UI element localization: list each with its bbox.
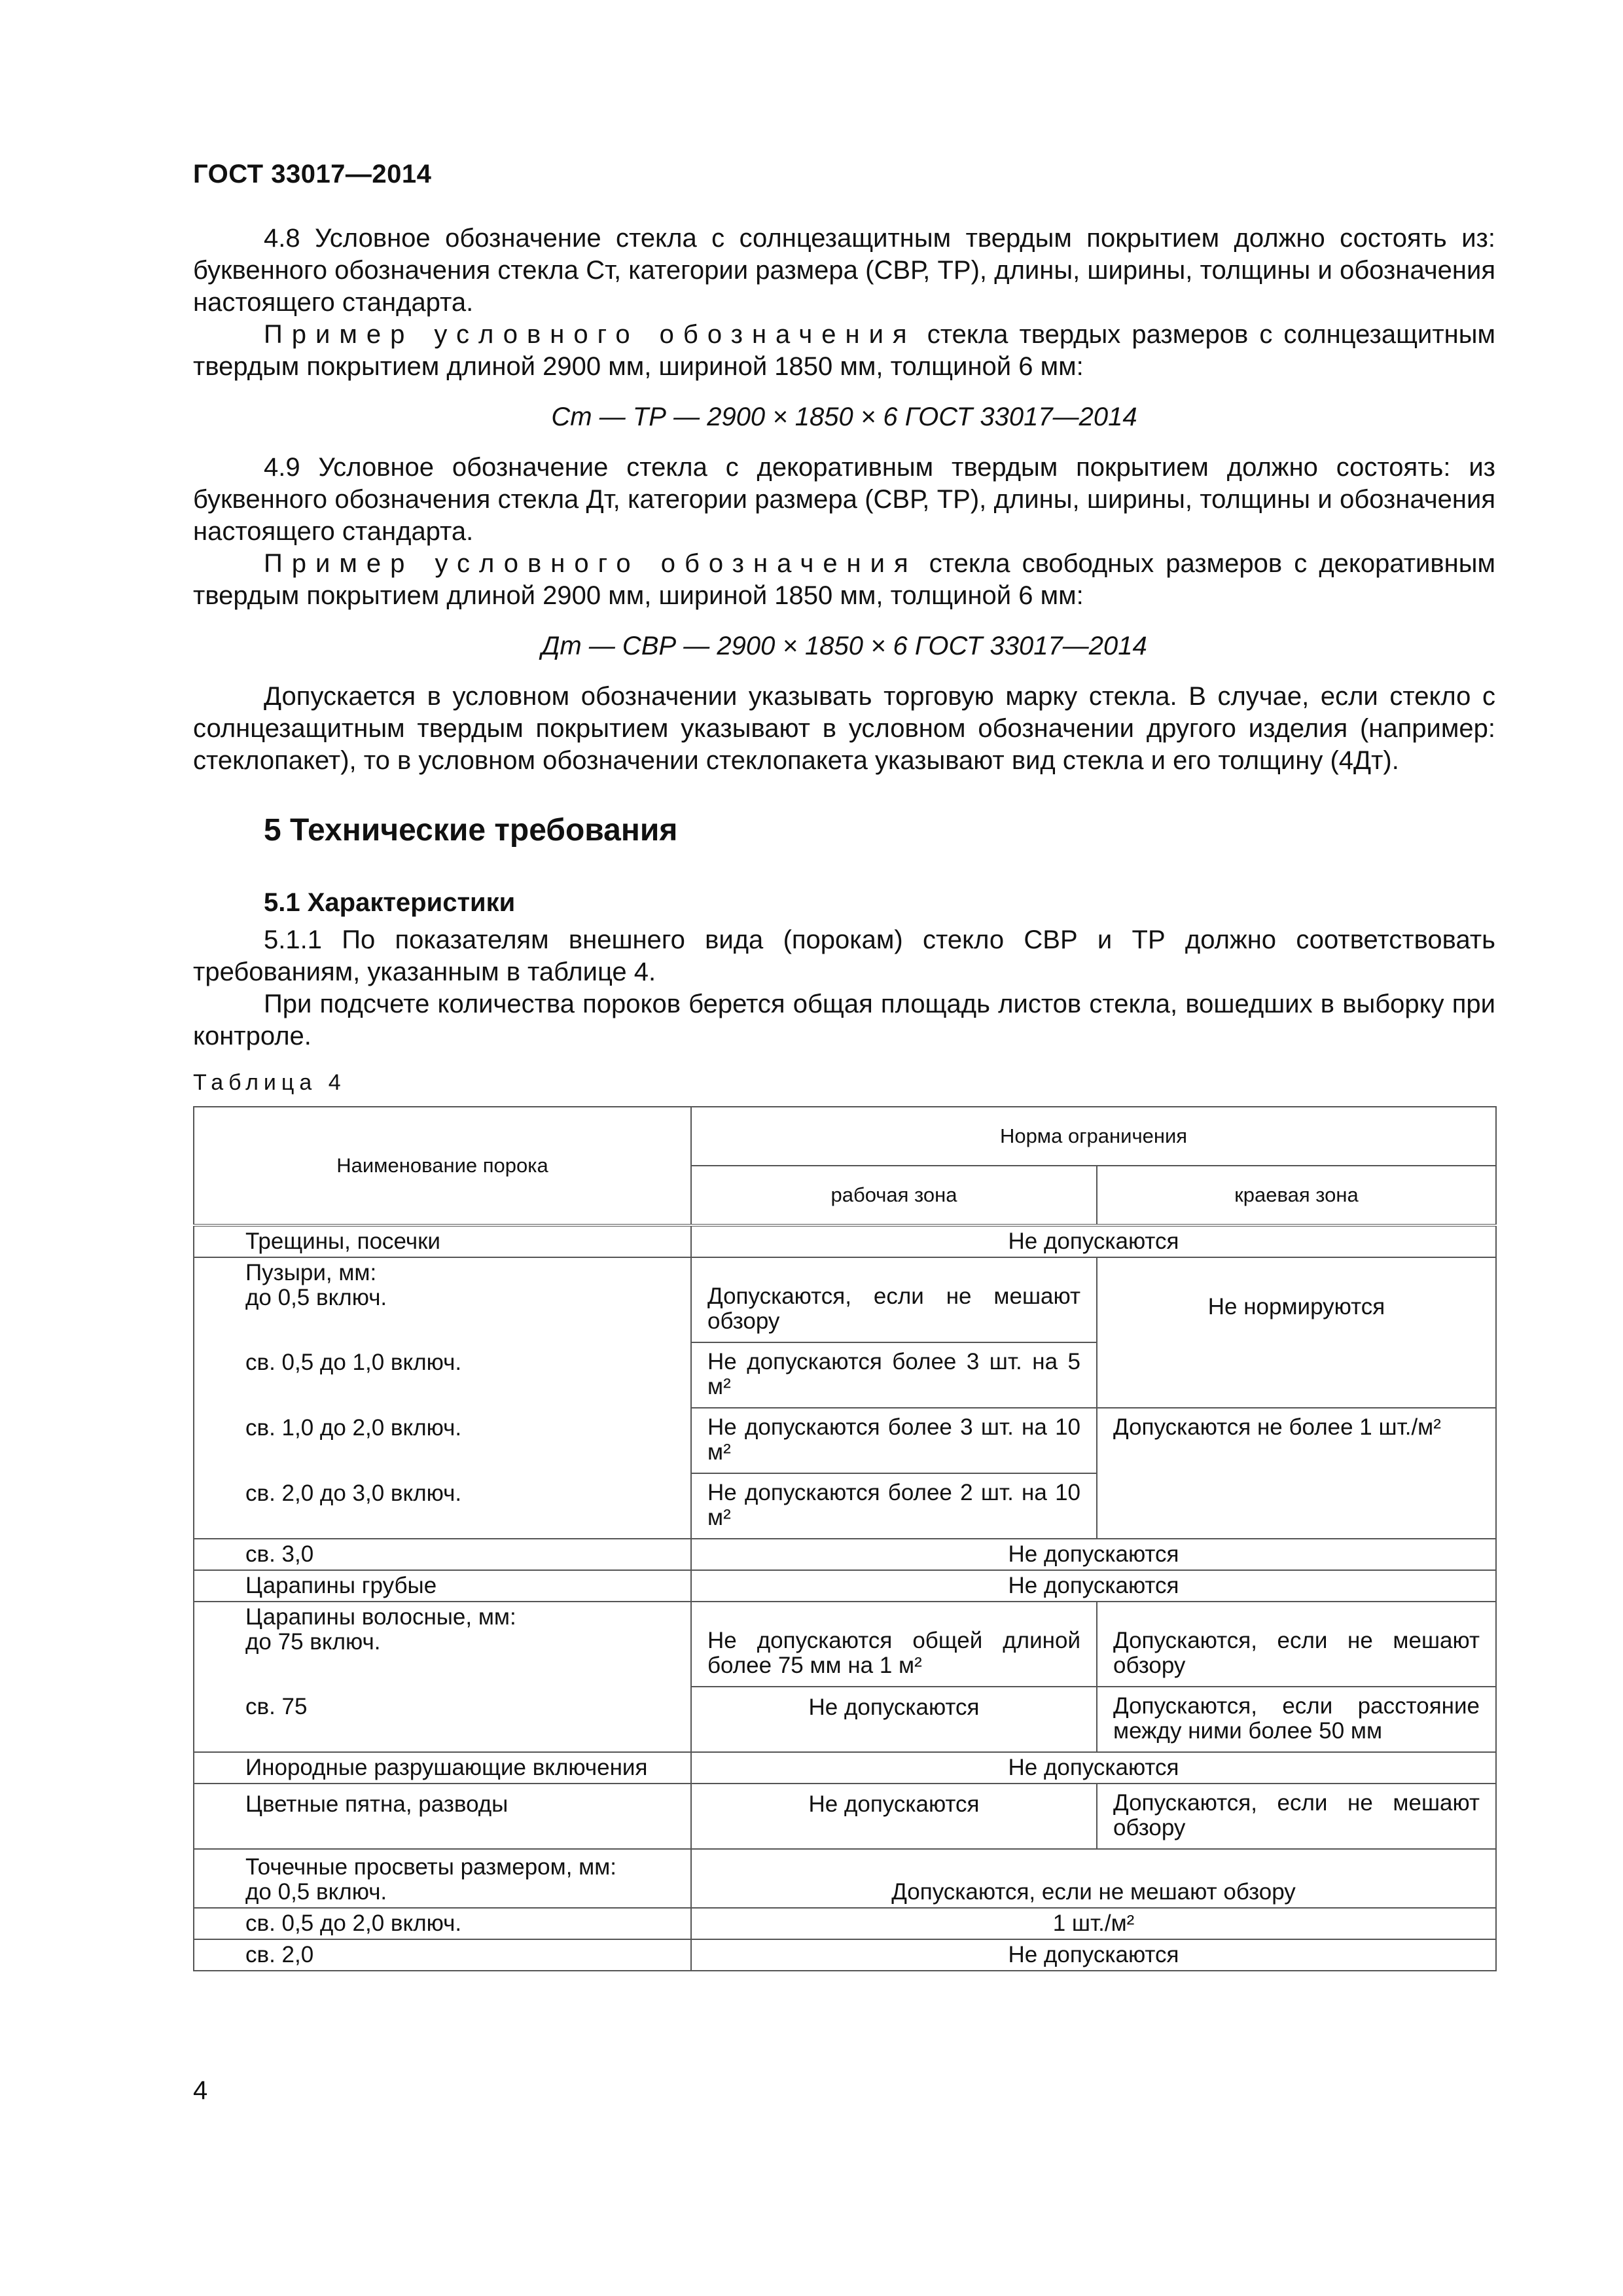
defect-subitem: до 0,5 включ.	[245, 1879, 387, 1905]
header-defect-name: Наименование порока	[194, 1107, 691, 1225]
header-edge-zone: краевая зона	[1097, 1166, 1496, 1225]
defect-cell: св. 0,5 до 1,0 включ.	[194, 1342, 691, 1408]
header-work-zone: рабочая зона	[691, 1166, 1097, 1225]
defect-cell	[194, 1849, 691, 1908]
table-row	[194, 1908, 1496, 1939]
formula-1: Cт — ТР — 2900 × 1850 × 6 ГОСТ 33017—2014	[551, 403, 1137, 431]
section-5-title: 5 Технические требования	[264, 813, 678, 848]
defect-cell: св. 1,0 до 2,0 включ.	[194, 1408, 691, 1473]
document-header: ГОСТ 33017—2014	[193, 160, 432, 188]
defect-group-title: Пузыри, мм:	[245, 1260, 377, 1285]
example-2-label: Пример условного обозначения	[264, 549, 918, 578]
defect-cell: св. 3,0	[194, 1539, 691, 1570]
paragraph-4-9: 4.9 Условное обозначение стекла с декоративным твердым покрытием должно состоять: из буквенного обозначения стекла Дт, категории размера (СВР, ТР), длины, ширины, толщины и обозначения настоящего стандарта.	[193, 453, 1495, 546]
section-5-1-title: 5.1 Характеристики	[264, 888, 516, 917]
edge-zone-cell: Допускаются не более 1 шт./м²	[1097, 1408, 1496, 1539]
paragraph-counting: При подсчете количества пороков берется общая площадь листов стекла, вошедших в выборку при контроле.	[193, 990, 1495, 1050]
work-zone-cell: Не допускаются	[691, 1784, 1097, 1849]
table-row	[194, 1539, 1496, 1570]
table-row	[194, 1752, 1496, 1784]
example-1-label: Пример условного обозначения	[264, 320, 916, 349]
page-number: 4	[193, 2076, 208, 2105]
work-zone-cell: Не допускаются	[691, 1687, 1097, 1752]
norm-cell: Не допускаются	[691, 1752, 1496, 1784]
defect-subitem: до 0,5 включ.	[245, 1285, 387, 1310]
table-caption: Таблица 4	[193, 1070, 346, 1095]
defects-table	[193, 1106, 1497, 1971]
example-2	[193, 548, 1495, 612]
norm-cell: Не допускаются	[691, 1939, 1496, 1971]
work-zone-cell: Не допускаются более 2 шт. на 10 м²	[691, 1473, 1097, 1539]
document-body	[193, 223, 1495, 1971]
defect-cell: Царапины грубые	[194, 1570, 691, 1602]
defect-cell: св. 75	[194, 1687, 691, 1752]
table-header-row	[194, 1107, 1496, 1166]
edge-zone-cell: Допускаются, если не мешают обзору	[1097, 1602, 1496, 1687]
defect-group-title: Царапины волосные, мм:	[245, 1604, 516, 1630]
norm-cell: Допускаются, если не мешают обзору	[691, 1849, 1496, 1908]
defect-cell	[194, 1602, 691, 1687]
norm-cell: Не допускаются	[691, 1539, 1496, 1570]
header-norm: Норма ограничения	[691, 1107, 1496, 1166]
work-zone-cell: Не допускаются общей длиной более 75 мм на 1 м²	[691, 1602, 1097, 1687]
formula-2: Дт — СВР — 2900 × 1850 × 6 ГОСТ 33017—2014	[541, 632, 1147, 660]
table-row	[194, 1784, 1496, 1849]
paragraph-5-1-1: 5.1.1 По показателям внешнего вида (порокам) стекло СВР и ТР должно соответствовать требованиям, указанным в таблице 4.	[193, 925, 1495, 986]
defect-cell: св. 2,0 до 3,0 включ.	[194, 1473, 691, 1539]
work-zone-cell: Не допускаются более 3 шт. на 10 м²	[691, 1408, 1097, 1473]
example-1	[193, 319, 1495, 383]
table-row	[194, 1849, 1496, 1908]
norm-cell: Не допускаются	[691, 1225, 1496, 1257]
defect-cell: св. 2,0	[194, 1939, 691, 1971]
work-zone-cell: Не допускаются более 3 шт. на 5 м²	[691, 1342, 1097, 1408]
table-row	[194, 1687, 1496, 1752]
defect-cell: Инородные разрушающие включения	[194, 1752, 691, 1784]
norm-cell: 1 шт./м²	[691, 1908, 1496, 1939]
example-1-text: стекла твердых размеров с солнцезащитным твердым покрытием длиной 2900 мм, шириной 1850 мм, толщиной 6 мм:	[193, 320, 1496, 381]
table-row	[194, 1257, 1496, 1342]
defect-cell	[194, 1257, 691, 1342]
table-row	[194, 1570, 1496, 1602]
paragraph-trade-mark: Допускается в условном обозначении указывать торговую марку стекла. В случае, если стекло с солнцезащитным твердым покрытием указывают в условном обозначении другого изделия (например: стеклопакет), то в условном обозначении стеклопакета указывают вид стекла и его толщину (4Дт).	[193, 682, 1495, 775]
edge-zone-cell: Допускаются, если расстояние между ними более 50 мм	[1097, 1687, 1496, 1752]
paragraph-4-8: 4.8 Условное обозначение стекла с солнцезащитным твердым покрытием должно состоять из: буквенного обозначения стекла Cт, категории размера (СВР, ТР), длины, ширины, толщины и обозначения настоящего стандарта.	[193, 224, 1495, 317]
defect-cell: Трещины, посечки	[194, 1225, 691, 1257]
work-zone-cell: Допускаются, если не мешают обзору	[691, 1257, 1097, 1342]
norm-cell: Не допускаются	[691, 1570, 1496, 1602]
table-row	[194, 1939, 1496, 1971]
example-2-text: стекла свободных размеров с декоративным твердым покрытием длиной 2900 мм, шириной 1850 мм, толщиной 6 мм:	[193, 549, 1495, 610]
table-row	[194, 1408, 1496, 1473]
edge-zone-cell: Допускаются, если не мешают обзору	[1097, 1784, 1496, 1849]
table-row	[194, 1225, 1496, 1257]
defect-subitem: до 75 включ.	[245, 1629, 381, 1655]
table-row	[194, 1602, 1496, 1687]
defect-group-title: Точечные просветы размером, мм:	[245, 1854, 616, 1880]
defect-cell: св. 0,5 до 2,0 включ.	[194, 1908, 691, 1939]
defect-cell: Цветные пятна, разводы	[194, 1784, 691, 1849]
edge-zone-cell: Не нормируются	[1097, 1257, 1496, 1408]
